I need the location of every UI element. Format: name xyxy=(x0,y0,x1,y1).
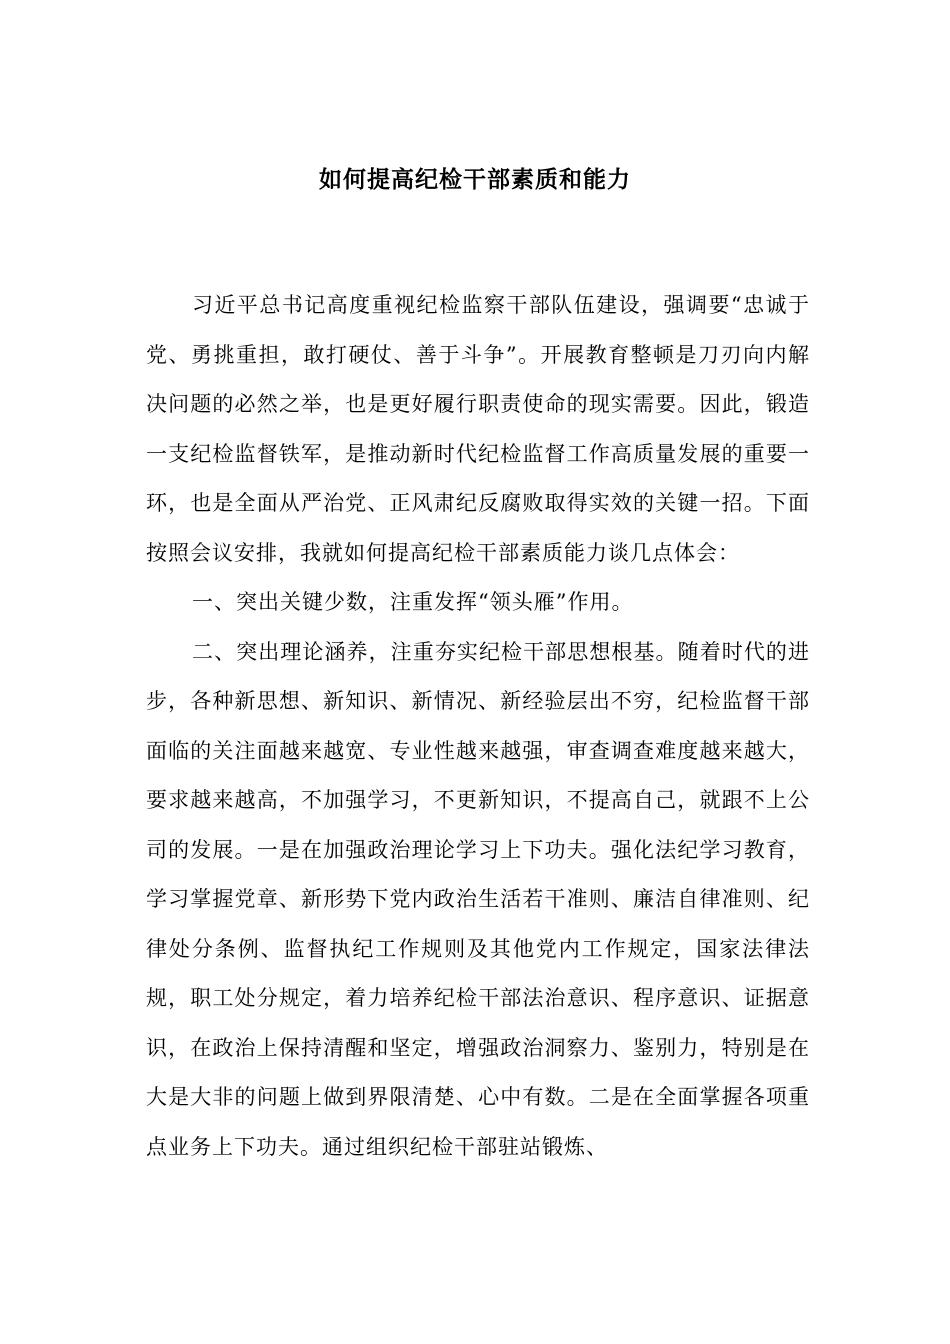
paragraph-intro: 习近平总书记高度重视纪检监察干部队伍建设，强调要“忠诚于党、勇挑重担，敢打硬仗、善于斗争”。开展教育整顿是刀刃向内解决问题的必然之举，也是更好履行职责使命的现实需要。因此，锻造一支纪检监督铁军，是推动新时代纪检监督工作高质量发展的重要一环，也是全面从严治党、正风肃纪反腐败取得实效的关键一招。下面按照会议安排，我就如何提高纪检干部素质能力谈几点体会： xyxy=(146,293,810,565)
document-title: 如何提高纪检干部素质和能力 xyxy=(319,166,631,193)
paragraph-point-two: 二、突出理论涵养，注重夯实纪检干部思想根基。随着时代的进步，各种新思想、新知识、新情况、新经验层出不穷，纪检监督干部面临的关注面越来越宽、专业性越来越强，审查调查难度越来越大，要求越来越高，不加强学习，不更新知识，不提高自己，就跟不上公司的发展。一是在加强政治理论学习上下功夫。强化法纪学习教育，学习掌握党章、新形势下党内政治生活若干准则、廉洁自律准则、纪律处分条例、监督执纪工作规则及其他党内工作规定，国家法律法规，职工处分规定，着力培养纪检干部法治意识、程序意识、证据意识，在政治上保持清醒和坚定，增强政治洞察力、鉴别力，特别是在大是大非的问题上做到界限清楚、心中有数。二是在全面掌握各项重点业务上下功夫。通过组织纪检干部驻站锻炼、 xyxy=(146,639,810,1159)
document-body xyxy=(146,281,810,1172)
paragraph-point-one: 一、突出关键少数，注重发挥“领头雁”作用。 xyxy=(192,590,634,614)
